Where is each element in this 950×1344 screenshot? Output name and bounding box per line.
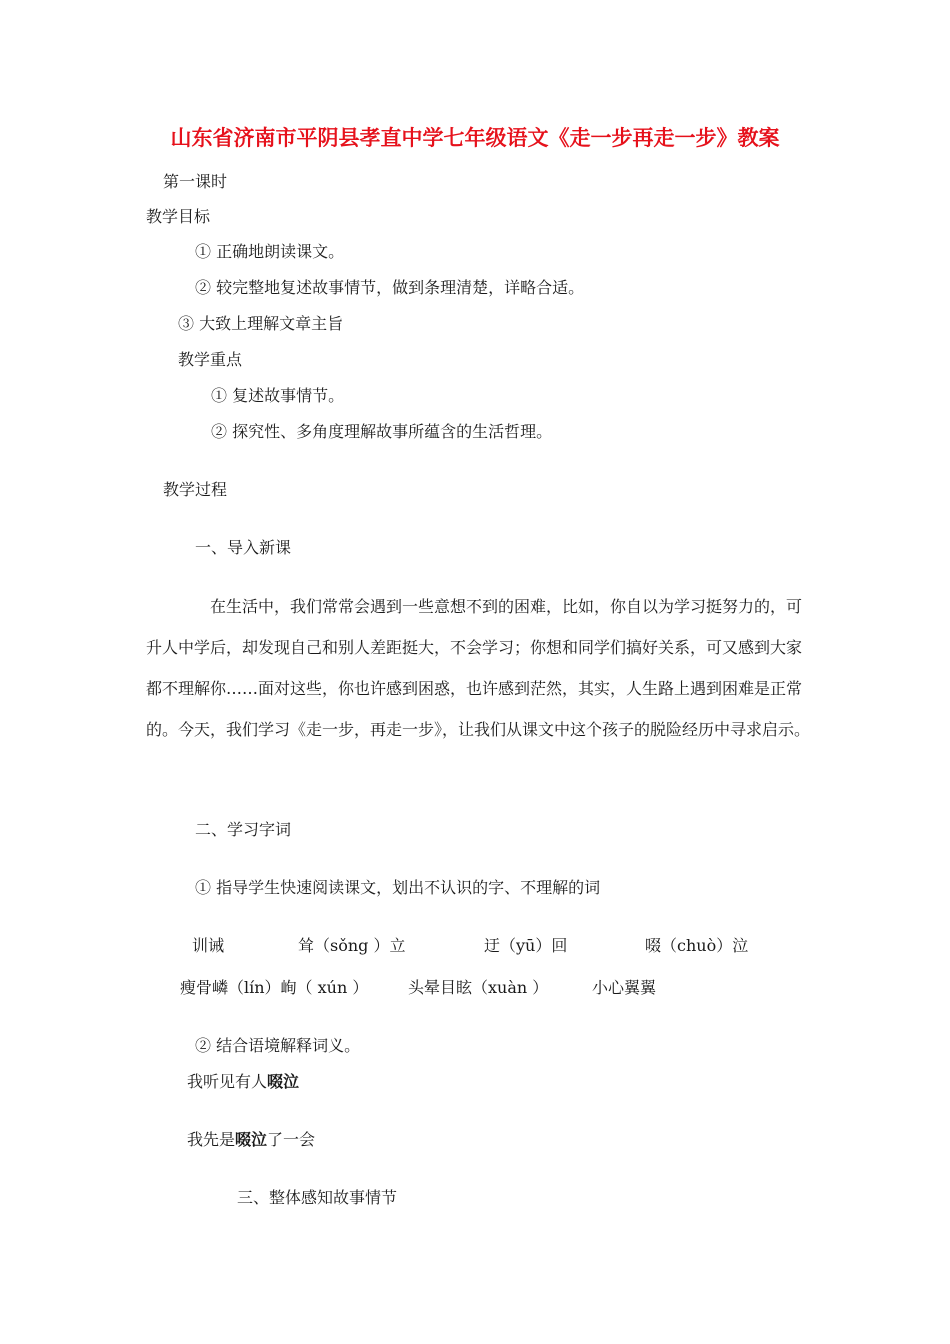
example-text: 我先是 [187, 1130, 236, 1149]
vocab-word: 头晕目眩（xuàn ） [408, 978, 549, 997]
objective-item: ② 较完整地复述故事情节，做到条理清楚，详略合适。 [195, 278, 585, 297]
example-keyword: 啜泣 [267, 1072, 300, 1091]
vocab-word: 小心翼翼 [592, 978, 657, 997]
vocab-word: 迂（yū）回 [484, 936, 568, 955]
focus-item: ② 探究性、多角度理解故事所蕴含的生活哲理。 [211, 422, 553, 441]
objective-item: ① 正确地朗读课文。 [195, 242, 345, 261]
vocab-word: 耸（sǒng ）立 [298, 936, 406, 955]
example-sentence [187, 1072, 299, 1092]
vocab-word: 瘦骨嶙（lín）峋（ xún ） [180, 978, 369, 997]
vocab-step: ② 结合语境解释词义。 [195, 1036, 361, 1055]
process-heading: 教学过程 [163, 480, 228, 499]
example-text: 了一会 [267, 1130, 316, 1149]
focus-item: ① 复述故事情节。 [211, 386, 345, 405]
example-sentence [187, 1130, 315, 1150]
section-heading: 一、导入新课 [195, 538, 292, 557]
section-heading: 三、整体感知故事情节 [237, 1188, 398, 1207]
intro-paragraph [146, 586, 816, 750]
intro-paragraph-text: 在生活中，我们常常会遇到一些意想不到的困难，比如，你自以为学习挺努力的，可升人中学后，却发现自己和别人差距挺大，不会学习；你想和同学们搞好关系，可又感到大家都不理解你……面对这些，你也许感到困惑，也许感到茫然，其实，人生路上遇到困难是正常的。今天，我们学习《走一步，再走一步》，让我们从课文中这个孩子的脱险经历中寻求启示。 [146, 597, 811, 739]
vocab-word: 训诫 [192, 936, 225, 955]
objectives-heading: 教学目标 [146, 207, 211, 226]
objective-item: ③ 大致上理解文章主旨 [178, 314, 344, 333]
document-title: 山东省济南市平阴县孝直中学七年级语文《走一步再走一步》教案 [170, 126, 780, 150]
example-keyword: 啜泣 [235, 1130, 268, 1149]
example-text: 我听见有人 [187, 1072, 268, 1091]
focus-heading: 教学重点 [178, 350, 243, 369]
vocab-step: ① 指导学生快速阅读课文，划出不认识的字、不理解的词 [195, 878, 601, 897]
section-heading: 二、学习字词 [195, 820, 292, 839]
lesson-label: 第一课时 [163, 172, 228, 191]
vocab-word: 啜（chuò）泣 [645, 936, 749, 955]
